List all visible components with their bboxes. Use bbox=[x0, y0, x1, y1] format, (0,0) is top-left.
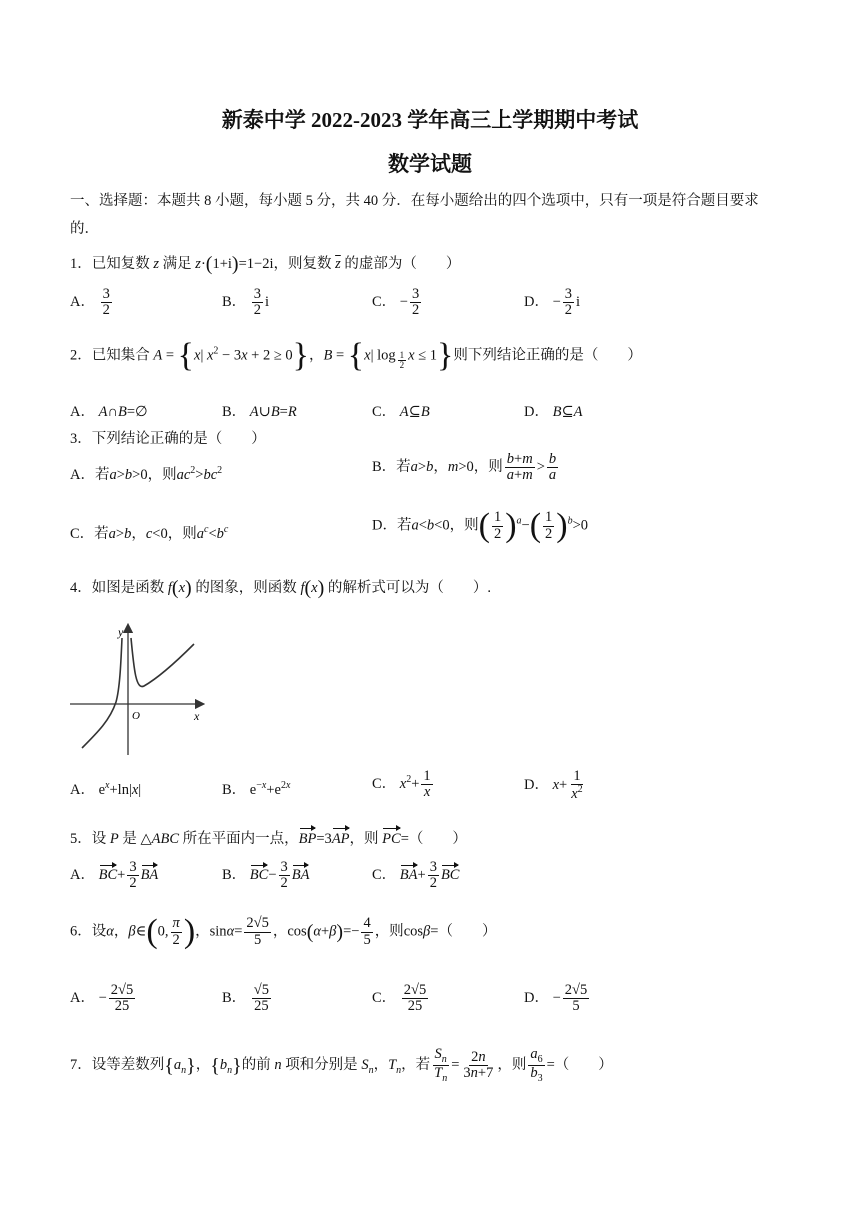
q3-option-a[interactable]: A．若a>b>0，则$ac^2>bc^2$ bbox=[70, 465, 223, 483]
question-4: 4．如图是函数 f(x) 的图象，则函数 f(x) 的解析式可以为（ ）. bbox=[70, 577, 491, 600]
origin-label: O bbox=[132, 710, 140, 722]
question-7: 7．设等差数列$\{a_n\}$，$\{b_n\}$的前 n 项和分别是 $S_n$，$T_n$，若 $\frac{S_n}{T_n}$ = $\frac{2n}{3n+7}$ ，则 $\frac{a_6}{b_3}$ =（ ） bbox=[70, 1046, 613, 1085]
q6-option-d[interactable]: D． − $\frac{2√5}{5}$ bbox=[524, 982, 588, 1015]
q4-option-d[interactable]: D． x+ $\frac{1}{x^2}$ bbox=[524, 768, 583, 803]
question-5: 5．设 P 是 △ABC 所在平面内一点，BP=3AP，则 PC=（ ） bbox=[70, 831, 467, 847]
y-axis-label: y bbox=[118, 625, 124, 639]
section-intro-line1: 一、选择题：本题共 8 小题，每小题 5 分，共 40 分．在每小题给出的四个选项中，只有一项是符合题目要求 bbox=[70, 193, 759, 209]
q6-option-c[interactable]: C． $\frac{2√5}{25}$ bbox=[372, 982, 427, 1015]
q3-option-b[interactable]: B．若a>b，m>0，则 $\frac{b+m}{a+m}$ > $\frac{b}{a}$ bbox=[372, 451, 557, 484]
section-intro-line2: 的． bbox=[70, 221, 99, 237]
q5-option-a[interactable]: A． BC+ $\frac{3}{2}$ BA bbox=[70, 859, 159, 892]
q1-option-b[interactable]: B． $\frac{3}{2}$ i bbox=[222, 286, 270, 319]
q2-option-a[interactable]: A． A∩B=∅ bbox=[70, 404, 148, 420]
q5-option-c[interactable]: C． BA+ $\frac{3}{2}$ BC bbox=[372, 859, 460, 892]
q1-option-a[interactable]: A． $\frac{3}{2}$ bbox=[70, 286, 110, 319]
q1-option-c[interactable]: C． − $\frac{3}{2}$ bbox=[372, 286, 420, 319]
question-6: 6．设α，β∈(0, $\frac{\pi}{2}$ )，sinα= $\frac{2√5}{5}$ ，cos(α+β)=− $\frac{4}{5}$ ，则cosβ=（ ） bbox=[70, 913, 497, 950]
q2-option-d[interactable]: D． B⊆A bbox=[524, 404, 583, 420]
question-1: 1．已知复数 z 满足 z·(1+i)=1−2i，则复数 $\overline{z}$ 的虚部为（ ） bbox=[70, 253, 461, 276]
q5-option-b[interactable]: B． BC− $\frac{3}{2}$ BA bbox=[222, 859, 310, 892]
page-title: 新泰中学 2022-2023 学年高三上学期期中考试 bbox=[221, 108, 639, 132]
q4-option-a[interactable]: A． $e^x+\ln|x|$ bbox=[70, 780, 142, 798]
q3-option-c[interactable]: C．若a>b，c<0，则$a^c<b^c$ bbox=[70, 524, 229, 542]
question-2: 2．已知集合 A = {x| $x^2 - 3x + 2 \ge 0$}，B = {x| log $_{\frac{1}{2}}$ x ≤ 1}则下列结论正确的是（ ） bbox=[70, 337, 642, 374]
x-axis-label: x bbox=[194, 709, 200, 723]
q6-option-a[interactable]: A． − $\frac{2√5}{25}$ bbox=[70, 982, 134, 1015]
q1-option-d[interactable]: D． − $\frac{3}{2}$ i bbox=[524, 286, 581, 319]
page-subtitle: 数学试题 bbox=[388, 152, 472, 176]
q2-option-b[interactable]: B． A∪B=R bbox=[222, 404, 297, 420]
q3-option-d[interactable]: D．若a<b<0，则( $\frac{1}{2}$ )$^a$−( $\frac{1}{2}$ )$^b$>0 bbox=[372, 507, 589, 544]
curve-right-branch bbox=[131, 638, 194, 687]
q2-option-c[interactable]: C． A⊆B bbox=[372, 404, 430, 420]
question-3: 3．下列结论正确的是（ ） bbox=[70, 431, 266, 447]
q6-option-b[interactable]: B． $\frac{√5}{25}$ bbox=[222, 982, 270, 1015]
q4-option-b[interactable]: B． $e^{-x}+e^{2x}$ bbox=[222, 780, 291, 798]
function-graph bbox=[68, 620, 208, 760]
curve-left-branch bbox=[82, 638, 122, 748]
q4-option-c[interactable]: C． $x^2+$ $\frac{1}{x}$ bbox=[372, 768, 431, 801]
